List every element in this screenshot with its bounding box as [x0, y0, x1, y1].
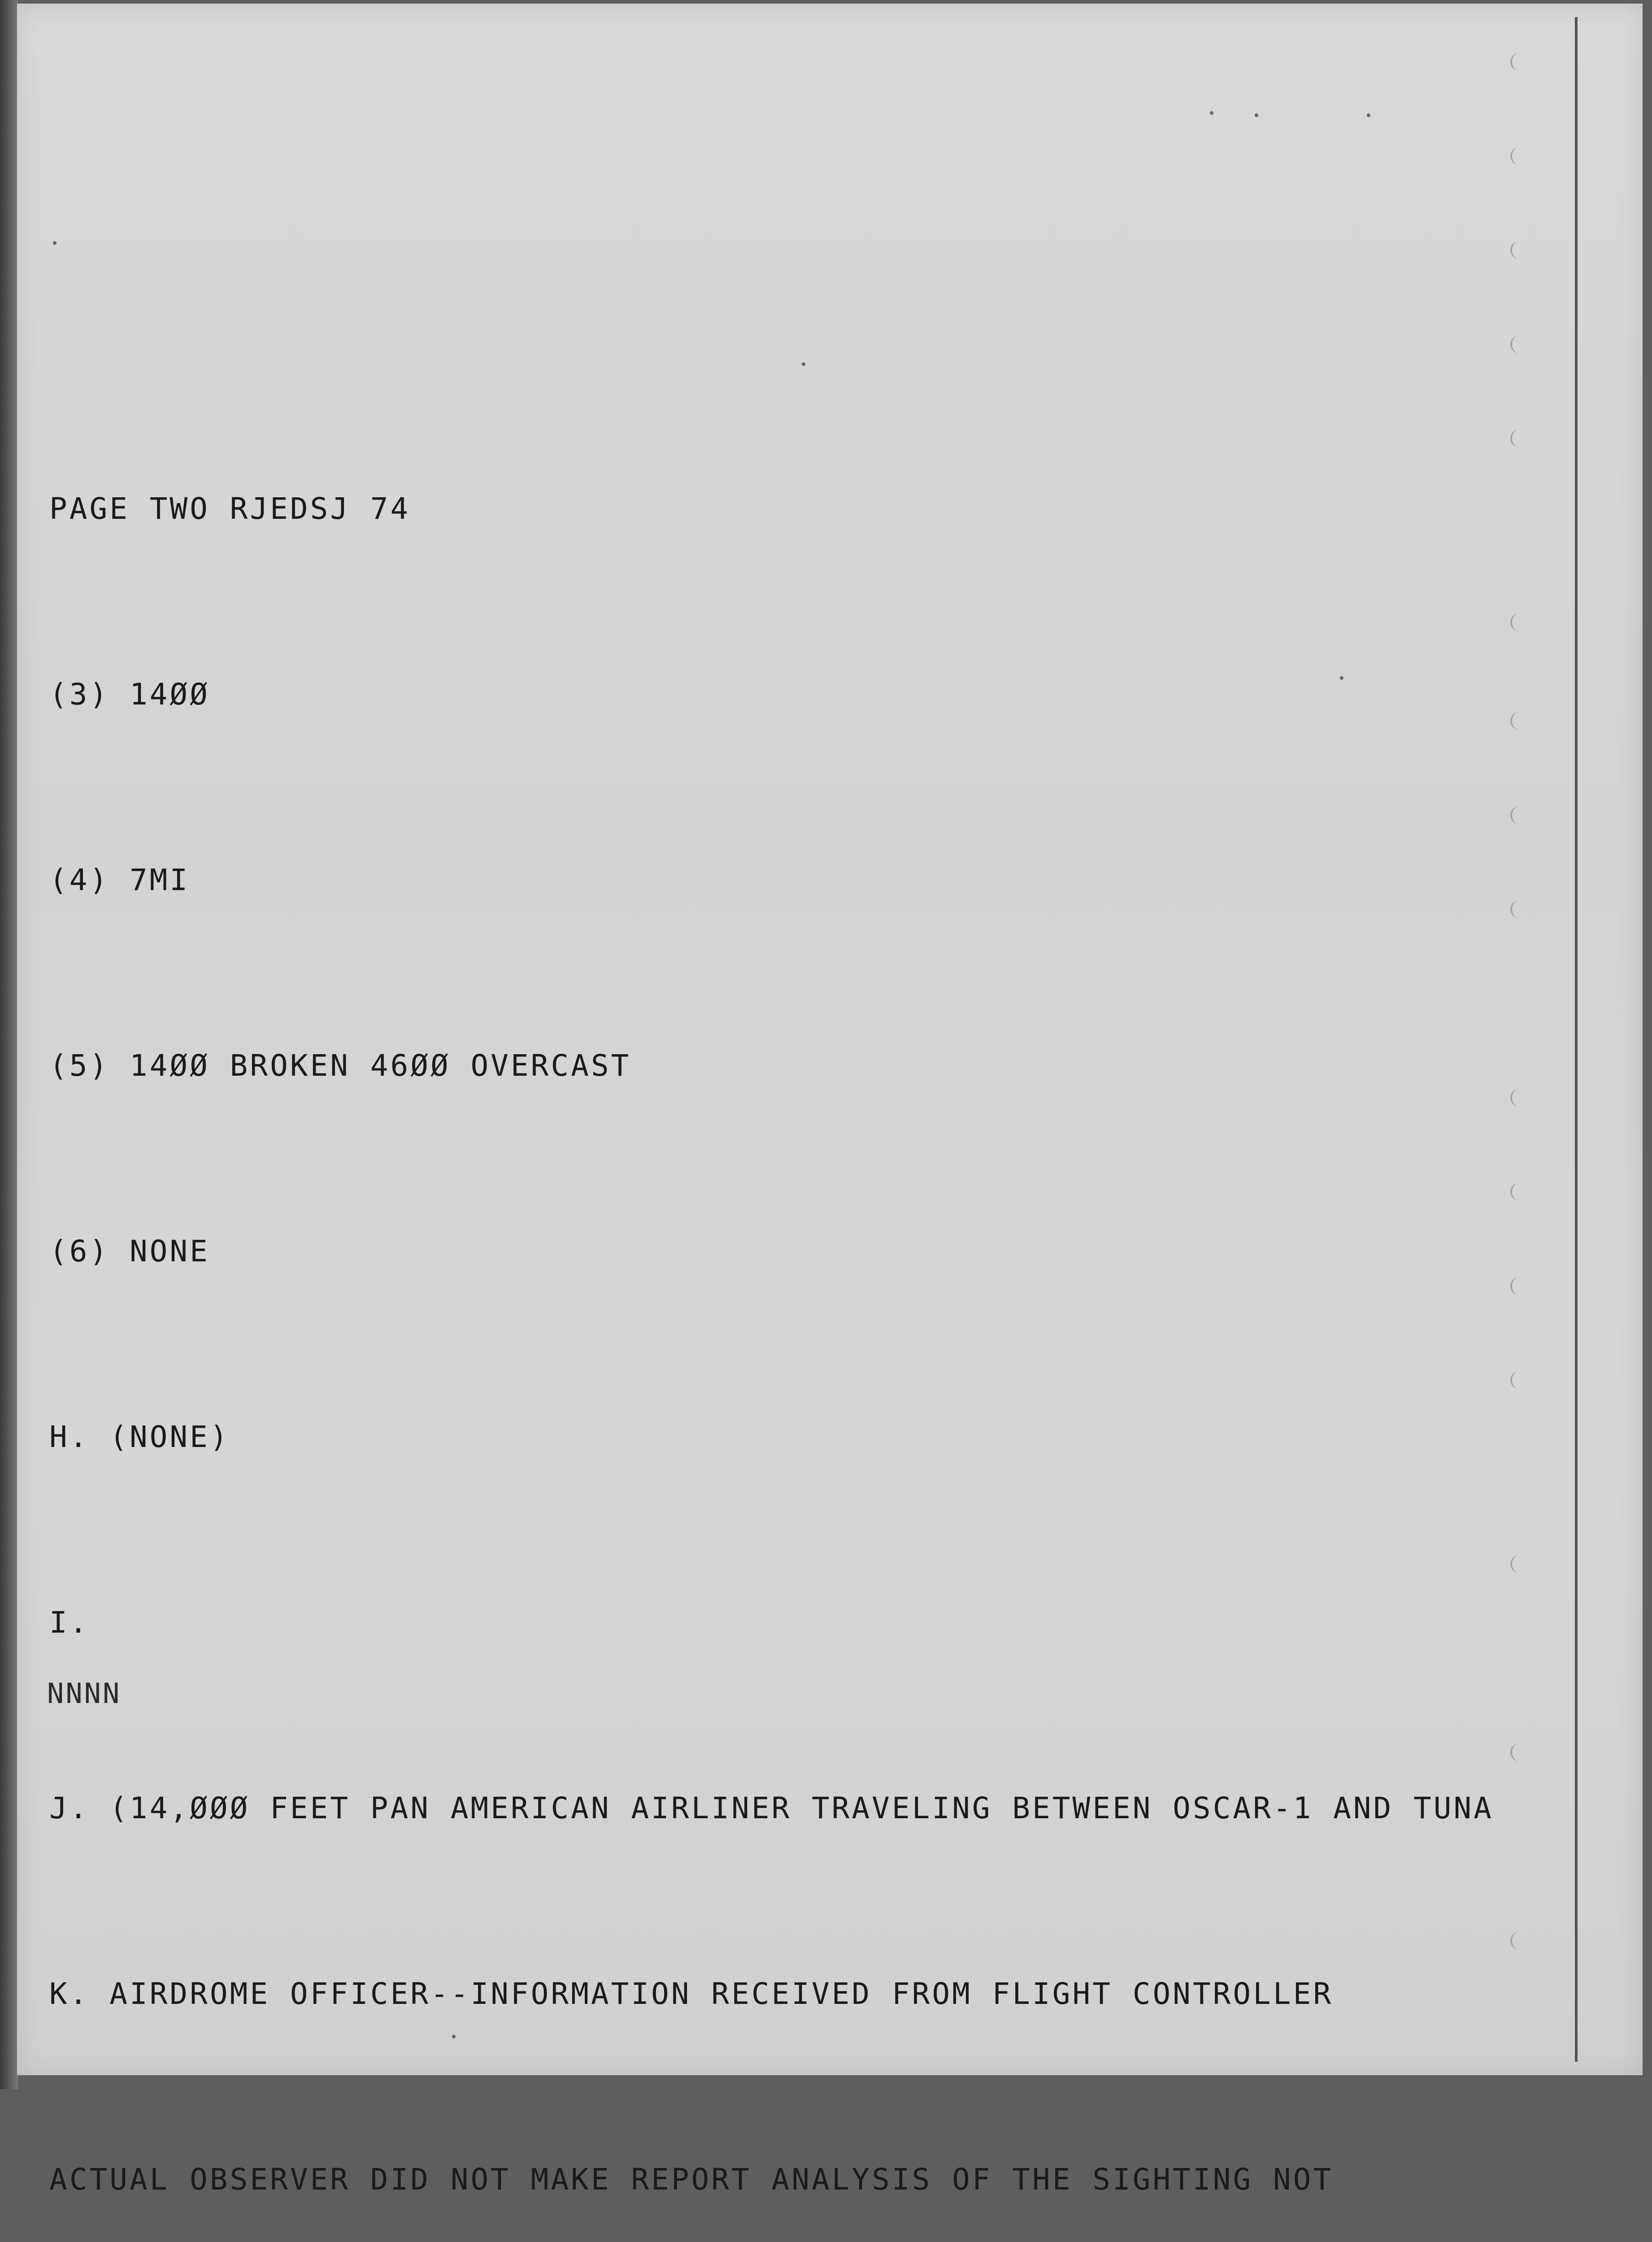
sprocket-hole [1510, 1277, 1519, 1295]
body-line: ACTUAL OBSERVER DID NOT MAKE REPORT ANALYSIS OF THE SIGHTING NOT [49, 2162, 1334, 2197]
body-line: H. (NONE) [49, 1420, 230, 1454]
sprocket-hole [1510, 712, 1519, 730]
sprocket-hole [1510, 147, 1519, 165]
sprocket-hole [1510, 241, 1519, 259]
speck [53, 241, 57, 245]
body-line: (5) 14ØØ BROKEN 46ØØ OVERCAST [49, 1048, 631, 1083]
sprocket-hole [1510, 53, 1519, 71]
sprocket-hole [1510, 900, 1519, 918]
sprocket-hole [1510, 806, 1519, 824]
sprocket-hole [1510, 430, 1519, 448]
sprocket-hole [1510, 335, 1519, 353]
page-right-rule [1575, 17, 1578, 2062]
page-header-line: PAGE TWO RJEDSJ 74 [49, 491, 411, 526]
end-of-message-marker: NNNN [47, 1677, 122, 1710]
body-line: (3) 14ØØ [49, 677, 210, 712]
speck [1210, 111, 1213, 115]
sprocket-hole [1510, 1183, 1519, 1201]
speck [1367, 113, 1370, 117]
sprocket-hole [1510, 613, 1519, 631]
message-body [49, 354, 1494, 2242]
body-line: (6) NONE [49, 1234, 210, 1269]
sprocket-hole [1510, 1089, 1519, 1107]
body-line: (4) 7MI [49, 863, 190, 897]
speck [1255, 113, 1258, 117]
sprocket-hole [1510, 1555, 1519, 1573]
sprocket-hole [1510, 1743, 1519, 1761]
body-line: K. AIRDROME OFFICER--INFORMATION RECEIVED FROM FLIGHT CONTROLLER [49, 1977, 1334, 2011]
sprocket-hole [1510, 1371, 1519, 1389]
sprocket-hole [1510, 1932, 1519, 1950]
body-line: I. [49, 1605, 90, 1640]
body-line: J. (14,ØØØ FEET PAN AMERICAN AIRLINER TRAVELING BETWEEN OSCAR-1 AND TUNA [49, 1791, 1494, 1825]
scan-edge-shadow [0, 0, 18, 2089]
